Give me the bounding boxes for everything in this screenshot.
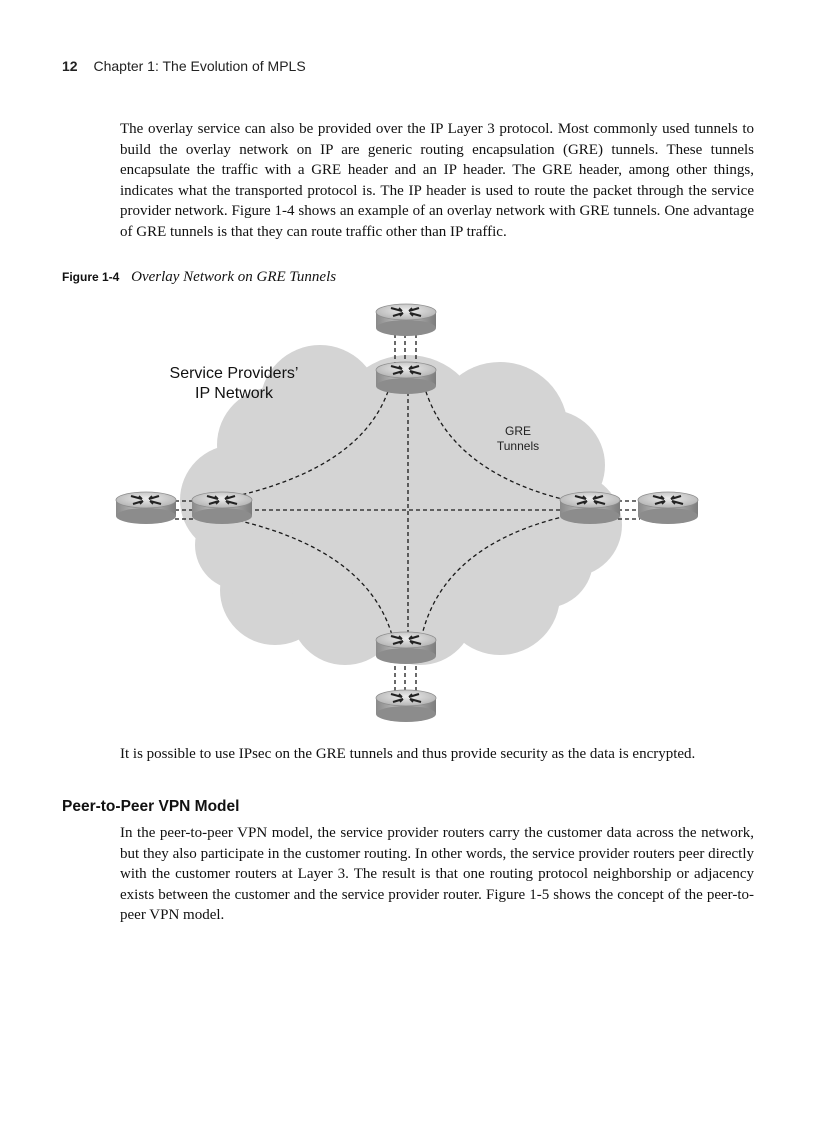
router-icon — [376, 690, 436, 722]
router-icon — [192, 492, 252, 524]
paragraph-overlay-gre: The overlay service can also be provided over the IP Layer 3 protocol. Most commonly used tunnels to build the overlay network on IP are generic routing encapsulation (GRE) tunnels. These tunnels encapsulate the traffic with a GRE header and an IP header. The GRE header, among other things, indicates what the transported protocol is. The IP header is used to route the packet through the service provider network. Figure 1-4 shows an example of an overlay network with GRE tunnels. One advantage of GRE tunnels is that they can route traffic other than IP traffic. — [120, 121, 754, 240]
chapter-title: Chapter 1: The Evolution of MPLS — [93, 58, 306, 74]
figure-title: Overlay Network on GRE Tunnels — [131, 269, 337, 285]
router-icon — [560, 492, 620, 524]
router-icon — [376, 362, 436, 394]
figure-caption — [62, 269, 336, 286]
router-icon — [376, 304, 436, 336]
overlay-network-diagram — [100, 290, 720, 730]
running-header — [62, 58, 306, 74]
router-icon — [638, 492, 698, 524]
cloud-label-line-1: Service Providers’ — [169, 365, 299, 382]
cloud-label-line-2: IP Network — [195, 385, 273, 402]
paragraph-ipsec: It is possible to use IPsec on the GRE tunnels and thus provide security as the data is encrypted. — [120, 746, 696, 762]
paragraph-peer-to-peer: In the peer-to-peer VPN model, the service provider routers carry the customer data across the network, but they also participate in the customer routing. In other words, the service provider routers peer directly with the customer routers at Layer 3. The result is that one routing protocol neighborship or adjacency exists between the customer and the service provider router. Figure 1-5 shows the concept of the peer-to-peer VPN model. — [120, 825, 754, 923]
page-number: 12 — [62, 58, 78, 74]
section-heading: Peer-to-Peer VPN Model — [62, 798, 240, 815]
router-icon — [376, 632, 436, 664]
router-icon — [116, 492, 176, 524]
figure-label: Figure 1-4 — [62, 270, 120, 284]
tunnel-label-line-1: GRE — [504, 424, 532, 438]
tunnel-label-line-2: Tunnels — [496, 439, 540, 453]
